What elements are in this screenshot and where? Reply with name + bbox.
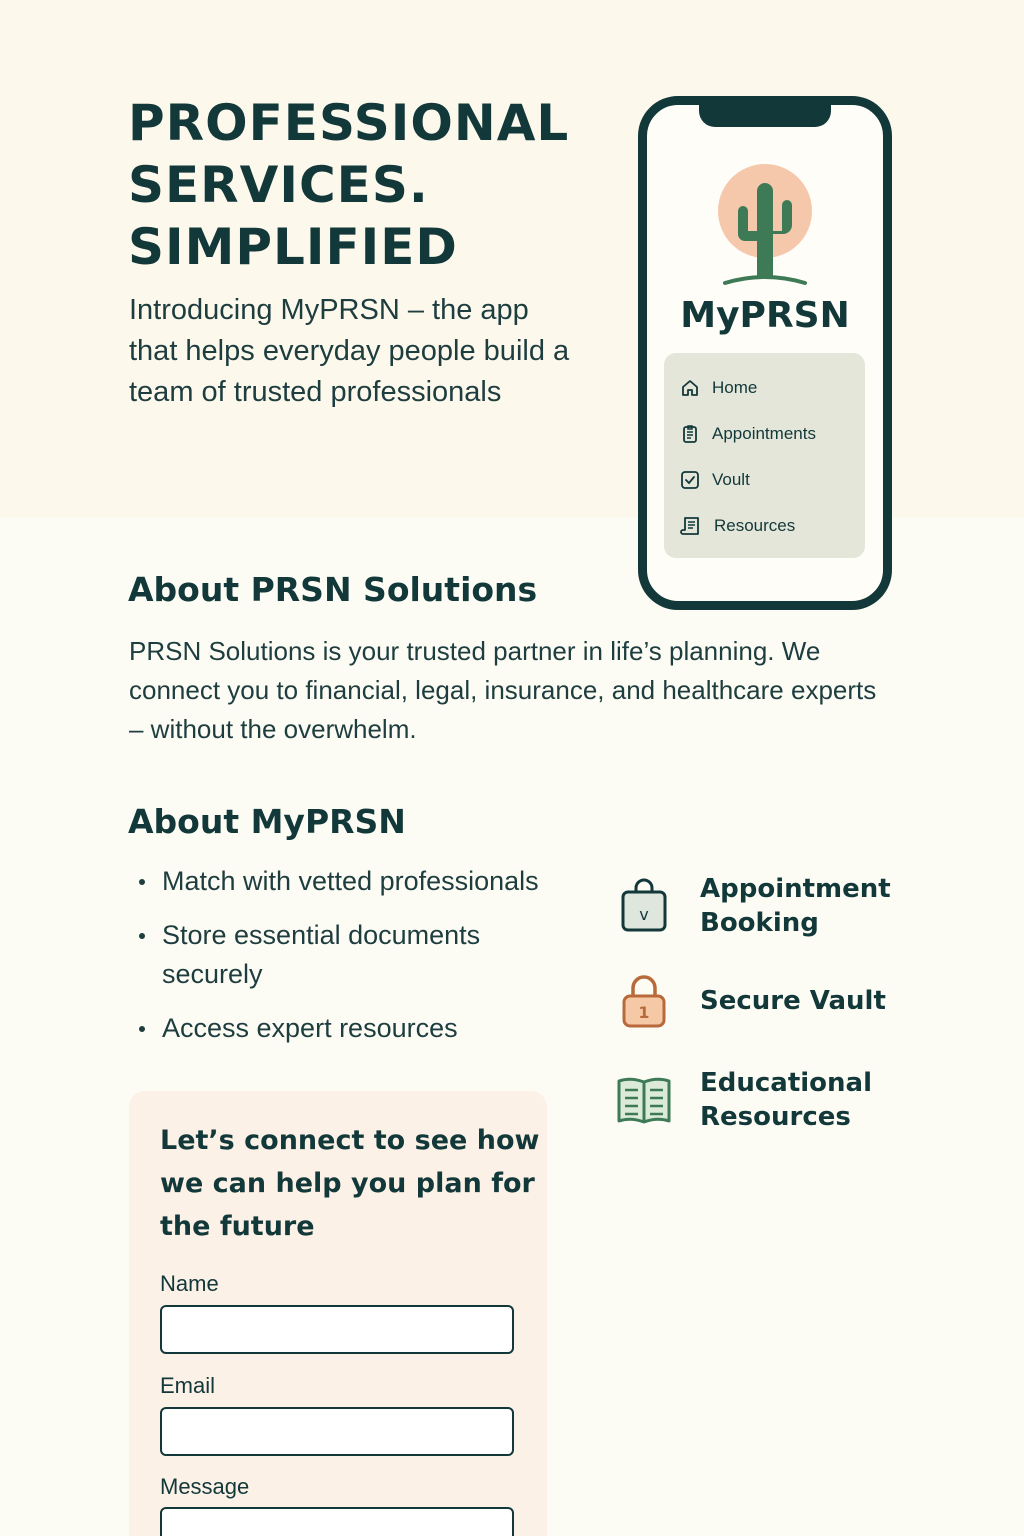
phone-menu (664, 353, 865, 558)
about-myprsn-heading: About MyPRSN (128, 802, 406, 841)
email-label: Email (160, 1373, 216, 1398)
email-input[interactable] (160, 1407, 514, 1456)
cactus-sun-icon (717, 163, 817, 293)
message-label: Message (160, 1474, 250, 1499)
menu-item-label: Home (712, 378, 758, 397)
checkbox-icon (680, 470, 700, 490)
contact-card (129, 1091, 547, 1536)
about-prsn-heading: About PRSN Solutions (128, 570, 538, 609)
phone-notch (699, 103, 831, 127)
home-icon (680, 378, 700, 398)
menu-item-vault[interactable] (680, 457, 865, 503)
bullet-item: Store essential documents securely (136, 916, 576, 994)
bag-glyph: v (639, 905, 649, 924)
contact-title: Let’s connect to see how we can help you plan for the future (160, 1125, 540, 1242)
menu-item-label: Voult (712, 470, 750, 489)
phone-mockup (638, 96, 892, 610)
hero-title-line-2: SERVICES. (128, 156, 429, 214)
about-prsn-text: PRSN Solutions is your trusted partner in life’s planning. We connect you to financial, legal, insurance, and healthcare experts – without the overwhelm. (129, 636, 877, 744)
clipboard-icon (680, 424, 700, 444)
app-name: MyPRSN (680, 295, 850, 336)
menu-item-resources[interactable] (680, 503, 865, 549)
feature-label: Appointment Booking (700, 874, 891, 938)
hero-title-line-3: SIMPLIFIED (128, 218, 458, 276)
document-icon (680, 516, 702, 536)
menu-item-label: Appointments (712, 424, 816, 443)
name-label: Name (160, 1271, 219, 1296)
feature-label: Secure Vault (700, 986, 886, 1016)
open-book-icon (615, 1073, 673, 1127)
bullet-item: Access expert resources (136, 1009, 576, 1048)
feature-secure-vault (614, 972, 910, 1030)
feature-appointment-booking (614, 872, 910, 940)
padlock-icon (619, 972, 669, 1030)
menu-item-label: Resources (714, 516, 796, 535)
hero-title (128, 92, 598, 278)
feature-label: Educational Resources (700, 1068, 873, 1132)
menu-item-home[interactable] (680, 365, 865, 411)
feature-educational-resources (614, 1066, 910, 1134)
name-input[interactable] (160, 1305, 514, 1354)
message-input[interactable] (160, 1507, 514, 1536)
hero-subtitle: Introducing MyPRSN – the app that helps everyday people build a team of trusted professionals (129, 294, 570, 408)
lock-glyph: 1 (638, 1003, 650, 1022)
menu-item-appointments[interactable] (680, 411, 865, 457)
shopping-bag-check-icon (619, 878, 669, 934)
hero-title-line-1: PROFESSIONAL (128, 94, 570, 152)
feature-bullet-list (136, 862, 576, 1063)
bullet-item: Match with vetted professionals (136, 862, 576, 901)
